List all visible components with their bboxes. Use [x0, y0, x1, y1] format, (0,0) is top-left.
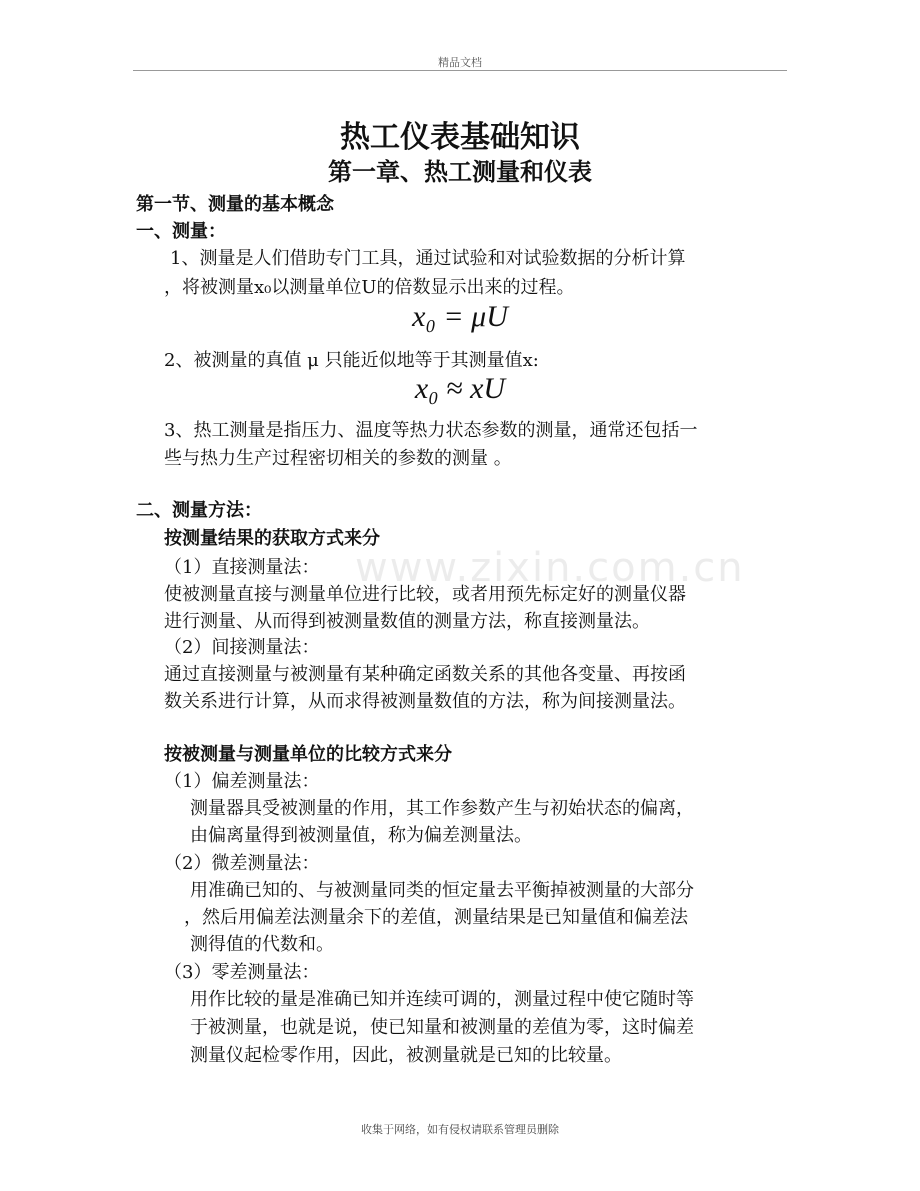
method-indirect-line-1: 通过直接测量与被测量有某种确定函数关系的其他各变量、再按函: [164, 664, 686, 685]
method-direct-line-1: 使被测量直接与测量单位进行比较，或者用预先标定好的测量仪器: [164, 584, 686, 605]
subheading-comparison: 按被测量与测量单位的比较方式来分: [164, 744, 452, 765]
watermark: www.zixin.com.cn: [355, 545, 745, 591]
method-indirect-label: （2）间接测量法：: [164, 637, 320, 658]
page-footer: 收集于网络，如有侵权请联系管理员删除: [361, 1123, 559, 1136]
subheading-acquisition: 按测量结果的获取方式来分: [164, 528, 380, 549]
header-divider: [133, 70, 787, 71]
formula-1: x₀ = μU: [412, 300, 508, 333]
paragraph-1-line-2: ，将被测量x₀以测量单位U的倍数显示出来的过程。: [164, 277, 575, 298]
chapter-title: 第一章、热工测量和仪表: [328, 158, 592, 186]
method-indirect-line-2: 数关系进行计算，从而求得被测量数值的方法，称为间接测量法。: [164, 691, 686, 712]
method-direct-label: （1）直接测量法：: [164, 557, 320, 578]
document-title: 热工仪表基础知识: [340, 120, 580, 155]
method-differential-line-2: ，然后用偏差法测量余下的差值，测量结果是已知量值和偏差法: [184, 907, 688, 928]
method-deviation-line-1: 测量器具受被测量的作用，其工作参数产生与初始状态的偏离，: [190, 798, 694, 819]
paragraph-3-line-2: 些与热力生产过程密切相关的参数的测量 。: [164, 448, 512, 469]
method-differential-line-3: 测得值的代数和。: [190, 934, 334, 955]
method-null-line-1: 用作比较的量是准确已知并连续可调的，测量过程中使它随时等: [190, 989, 694, 1010]
method-differential-line-1: 用准确已知的、与被测量同类的恒定量去平衡掉被测量的大部分: [190, 880, 694, 901]
method-null-line-2: 于被测量，也就是说，使已知量和被测量的差值为零，这时偏差: [190, 1017, 694, 1038]
method-deviation-line-2: 由偏离量得到被测量值，称为偏差测量法。: [190, 825, 532, 846]
paragraph-3-line-1: 3、热工测量是指压力、温度等热力状态参数的测量，通常还包括一: [164, 420, 698, 441]
method-null-line-3: 测量仪起检零作用，因此，被测量就是已知的比较量。: [190, 1045, 622, 1066]
paragraph-1-line-1: 1、测量是人们借助专门工具，通过试验和对试验数据的分析计算: [170, 248, 686, 269]
method-deviation-label: （1）偏差测量法：: [164, 771, 320, 792]
method-direct-line-2: 进行测量、从而得到被测量数值的测量方法，称直接测量法。: [164, 611, 650, 632]
heading-methods: 二、测量方法：: [136, 500, 262, 521]
section-heading: 第一节、测量的基本概念: [136, 194, 334, 215]
method-null-label: （3）零差测量法：: [164, 962, 320, 983]
formula-2: x₀ ≈ xU: [414, 372, 506, 405]
page-header: 精品文档: [438, 56, 482, 69]
heading-measurement: 一、测量：: [136, 221, 226, 242]
method-differential-label: （2）微差测量法：: [164, 853, 320, 874]
paragraph-2: 2、被测量的真值 μ 只能近似地等于其测量值x:: [164, 350, 539, 371]
